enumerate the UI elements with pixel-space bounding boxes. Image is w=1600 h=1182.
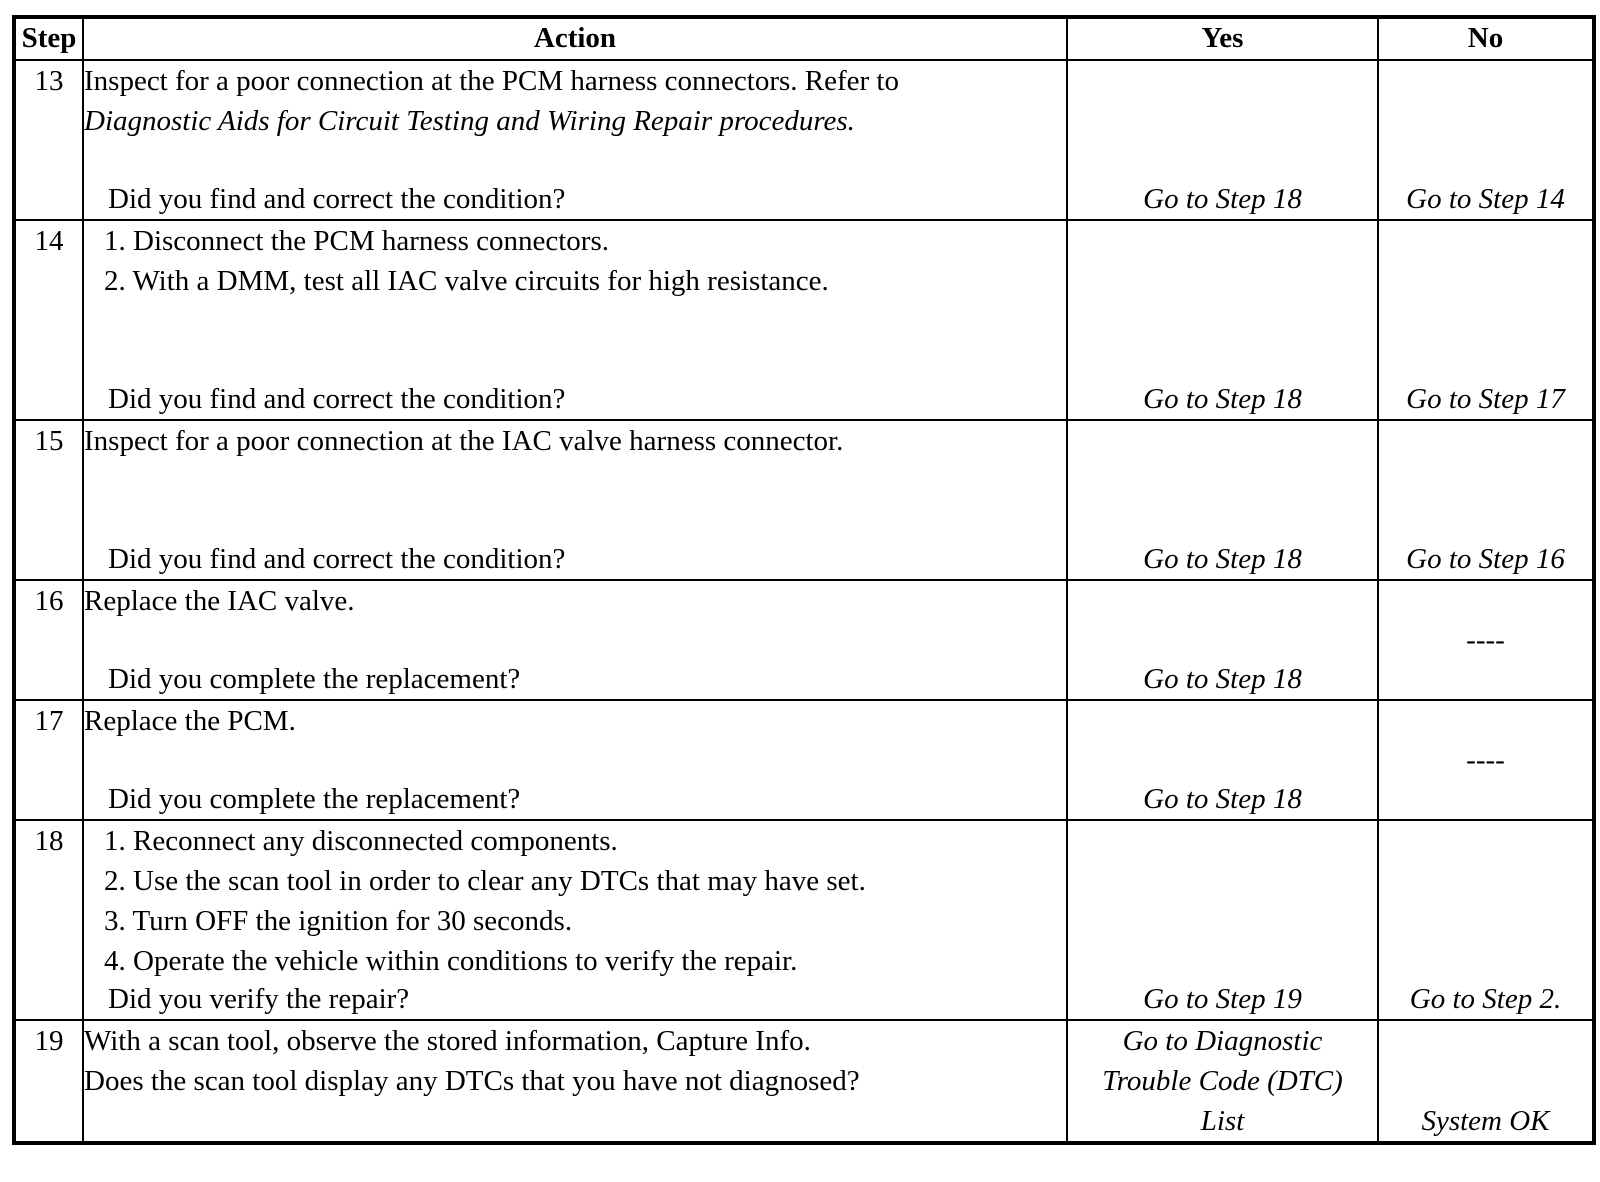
no-cell: [1378, 420, 1594, 580]
step-number: 17: [14, 700, 83, 820]
no-cell: [1378, 580, 1594, 700]
no-result: Go to Step 14: [1406, 183, 1565, 215]
header-action: Action: [83, 17, 1067, 60]
no-result: ----: [1466, 744, 1505, 776]
question-text: Did you complete the replacement?: [108, 783, 521, 815]
list-item: 1. Disconnect the PCM harness connectors.: [104, 225, 609, 257]
no-cell: [1378, 1020, 1594, 1143]
yes-result-line: List: [1200, 1105, 1245, 1137]
action-text: Inspect for a poor connection at the IAC valve harness connector.: [84, 425, 844, 457]
no-result: Go to Step 2.: [1409, 983, 1562, 1015]
yes-result: Go to Step 18: [1143, 383, 1302, 415]
no-result: System OK: [1421, 1105, 1550, 1137]
step-number: 15: [14, 420, 83, 580]
header-no: No: [1378, 17, 1594, 60]
no-cell: [1378, 820, 1594, 1020]
table-header-row: [14, 17, 1594, 60]
action-text: With a scan tool, observe the stored information, Capture Info.: [84, 1025, 811, 1057]
no-cell: [1378, 60, 1594, 220]
action-text: Replace the PCM.: [84, 705, 296, 737]
no-cell: [1378, 700, 1594, 820]
action-list: [84, 821, 1066, 981]
list-item: 2. With a DMM, test all IAC valve circuits for high resistance.: [104, 265, 829, 297]
action-text: Inspect for a poor connection at the PCM harness connectors. Refer to: [84, 65, 899, 97]
yes-result: Go to Step 19: [1143, 983, 1302, 1015]
action-cell: [83, 420, 1067, 580]
yes-result: Go to Step 18: [1143, 783, 1302, 815]
action-cell: [83, 700, 1067, 820]
no-result: Go to Step 17: [1406, 383, 1565, 415]
yes-result: Go to Step 18: [1143, 663, 1302, 695]
action-cell: [83, 220, 1067, 420]
action-cell: [83, 60, 1067, 220]
action-list: [84, 221, 1066, 301]
table-row-step-15: [14, 420, 1594, 580]
table-row-step-17: [14, 700, 1594, 820]
question-text: Did you find and correct the condition?: [108, 383, 566, 415]
no-result: ----: [1466, 624, 1505, 656]
header-yes: Yes: [1067, 17, 1378, 60]
step-number: 19: [14, 1020, 83, 1143]
yes-result: Go to Step 18: [1143, 183, 1302, 215]
step-number: 16: [14, 580, 83, 700]
action-cell: [83, 820, 1067, 1020]
step-number: 18: [14, 820, 83, 1020]
step-number: 14: [14, 220, 83, 420]
list-item: 1. Reconnect any disconnected components.: [104, 825, 618, 857]
question-text: Did you verify the repair?: [108, 983, 410, 1015]
no-cell: [1378, 220, 1594, 420]
yes-result: Go to Step 18: [1143, 543, 1302, 575]
header-step: Step: [14, 17, 83, 60]
action-reference: Diagnostic Aids for Circuit Testing and Wiring Repair procedures.: [84, 105, 855, 137]
action-cell: [83, 1020, 1067, 1143]
table-row-step-16: [14, 580, 1594, 700]
question-text: Did you find and correct the condition?: [108, 543, 566, 575]
no-result: Go to Step 16: [1406, 543, 1565, 575]
yes-cell: [1067, 580, 1378, 700]
yes-cell: [1067, 60, 1378, 220]
yes-result-line: Go to Diagnostic: [1122, 1025, 1323, 1057]
question-text: Did you complete the replacement?: [108, 663, 521, 695]
diagnostic-table: [12, 15, 1596, 1145]
table-row-step-14: [14, 220, 1594, 420]
table-row-step-13: [14, 60, 1594, 220]
yes-cell: [1067, 220, 1378, 420]
yes-result-line: Trouble Code (DTC): [1102, 1065, 1343, 1097]
yes-cell: [1067, 820, 1378, 1020]
list-item: 2. Use the scan tool in order to clear any DTCs that may have set.: [104, 865, 866, 897]
table-row-step-18: [14, 820, 1594, 1020]
action-text: Replace the IAC valve.: [84, 585, 355, 617]
question-text: Does the scan tool display any DTCs that you have not diagnosed?: [84, 1065, 860, 1097]
list-item: 4. Operate the vehicle within conditions to verify the repair.: [104, 945, 798, 977]
list-item: 3. Turn OFF the ignition for 30 seconds.: [104, 905, 573, 937]
table-row-step-19: [14, 1020, 1594, 1143]
step-number: 13: [14, 60, 83, 220]
yes-cell: [1067, 420, 1378, 580]
action-cell: [83, 580, 1067, 700]
yes-cell: [1067, 700, 1378, 820]
yes-cell: [1067, 1020, 1378, 1143]
question-text: Did you find and correct the condition?: [108, 183, 566, 215]
